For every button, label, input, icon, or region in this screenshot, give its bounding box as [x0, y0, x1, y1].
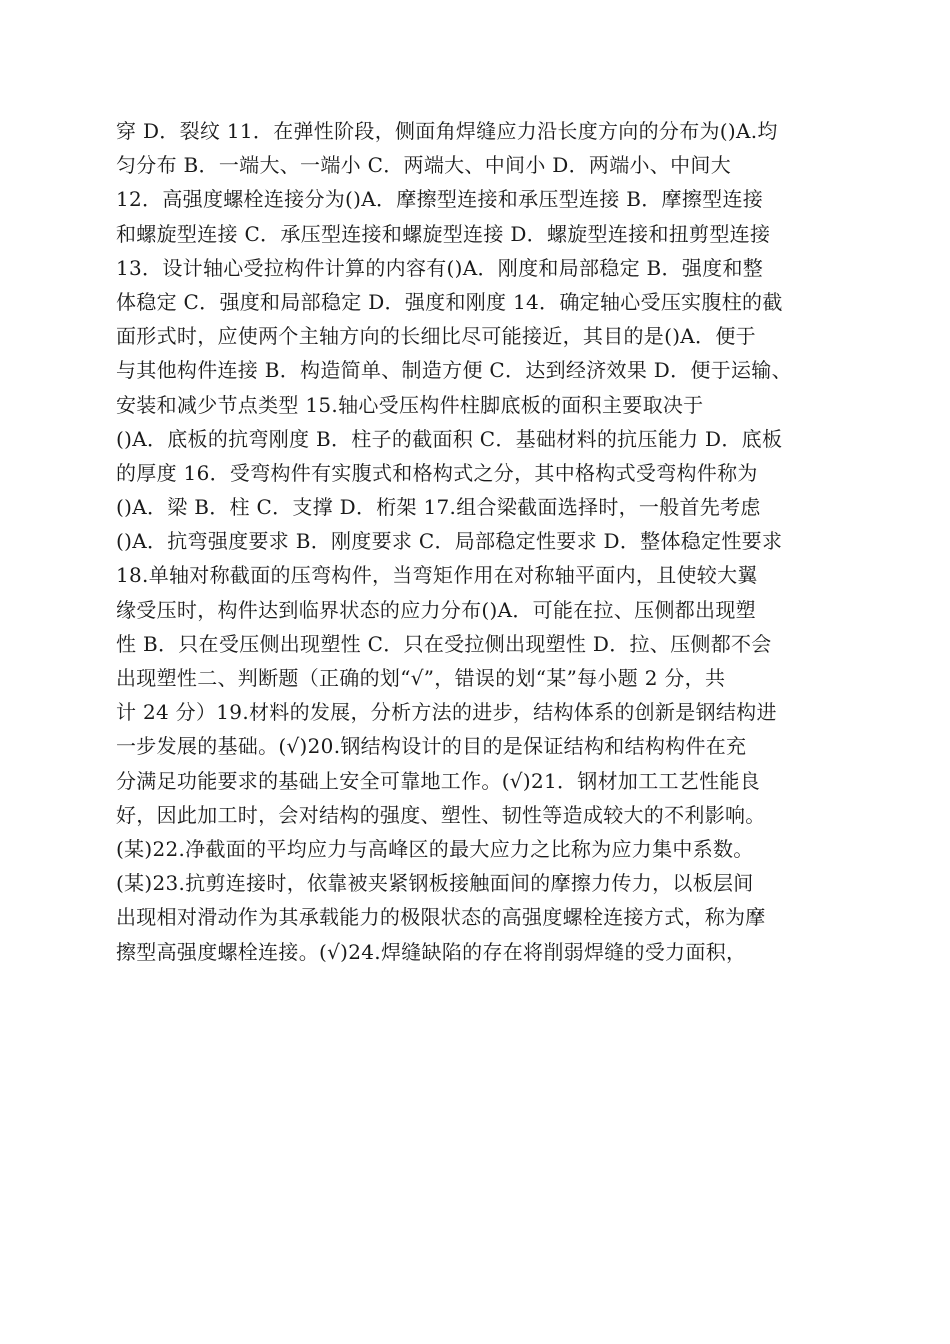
text-line: 13．设计轴心受拉构件计算的内容有()A．刚度和局部稳定 B．强度和整: [116, 255, 764, 280]
text-line: 12．高强度螺栓连接分为()A．摩擦型连接和承压型连接 B．摩擦型连接: [116, 187, 764, 212]
text-line: (某)23.抗剪连接时，依靠被夹紧钢板接触面间的摩擦力传力，以板层间: [116, 871, 754, 896]
text-line: 与其他构件连接 B．构造简单、制造方便 C．达到经济效果 D．便于运输、: [116, 358, 792, 383]
text-line: 和螺旋型连接 C．承压型连接和螺旋型连接 D．螺旋型连接和扭剪型连接: [116, 221, 771, 246]
text-line: 18.单轴对称截面的压弯构件，当弯矩作用在对称轴平面内，且使较大翼: [116, 563, 758, 588]
text-line: ()A．抗弯强度要求 B．刚度要求 C．局部稳定性要求 D．整体稳定性要求: [116, 529, 783, 554]
text-line: ()A．梁 B．柱 C．支撑 D．桁架 17.组合梁截面选择时，一般首先考虑: [116, 495, 761, 520]
text-line: 一步发展的基础。(√)20.钢结构设计的目的是保证结构和结构构件在充: [116, 734, 747, 759]
text-line: 穿 D．裂纹 11．在弹性阶段，侧面角焊缝应力沿长度方向的分布为()A.均: [116, 119, 778, 143]
text-line: 面形式时，应使两个主轴方向的长细比尽可能接近，其目的是()A．便于: [116, 324, 756, 349]
text-line: 安装和减少节点类型 15.轴心受压构件柱脚底板的面积主要取决于: [116, 392, 704, 417]
text-line: 计 24 分）19.材料的发展，分析方法的进步，结构体系的创新是钢结构进: [116, 700, 777, 725]
text-line: 出现塑性二、判断题（正确的划“√”，错误的划“某”每小题 2 分，共: [116, 666, 726, 690]
text-line: 匀分布 B．一端大、一端小 C．两端大、中间小 D．两端小、中间大: [116, 153, 732, 178]
text-line: 出现相对滑动作为其承载能力的极限状态的高强度螺栓连接方式，称为摩: [116, 905, 766, 930]
text-line: 擦型高强度螺栓连接。(√)24.焊缝缺陷的存在将削弱焊缝的受力面积，: [116, 939, 747, 964]
text-line: 缘受压时，构件达到临界状态的应力分布()A．可能在拉、压侧都出现塑: [116, 597, 756, 622]
text-line: ()A．底板的抗弯刚度 B．柱子的截面积 C．基础材料的抗压能力 D．底板: [116, 426, 783, 451]
text-line: 分满足功能要求的基础上安全可靠地工作。(√)21．钢材加工工艺性能良: [116, 768, 760, 793]
text-line: 体稳定 C．强度和局部稳定 D．强度和刚度 14．确定轴心受压实腹柱的截: [116, 289, 783, 314]
document-body: [116, 114, 846, 969]
text-line: (某)22.净截面的平均应力与高峰区的最大应力之比称为应力集中系数。: [116, 836, 754, 861]
text-line: 性 B．只在受压侧出现塑性 C．只在受拉侧出现塑性 D．拉、压侧都不会: [116, 631, 772, 656]
text-line: 好，因此加工时，会对结构的强度、塑性、韧性等造成较大的不利影响。: [116, 802, 766, 827]
text-line: 的厚度 16．受弯构件有实腹式和格构式之分，其中格构式受弯构件称为: [116, 460, 758, 485]
